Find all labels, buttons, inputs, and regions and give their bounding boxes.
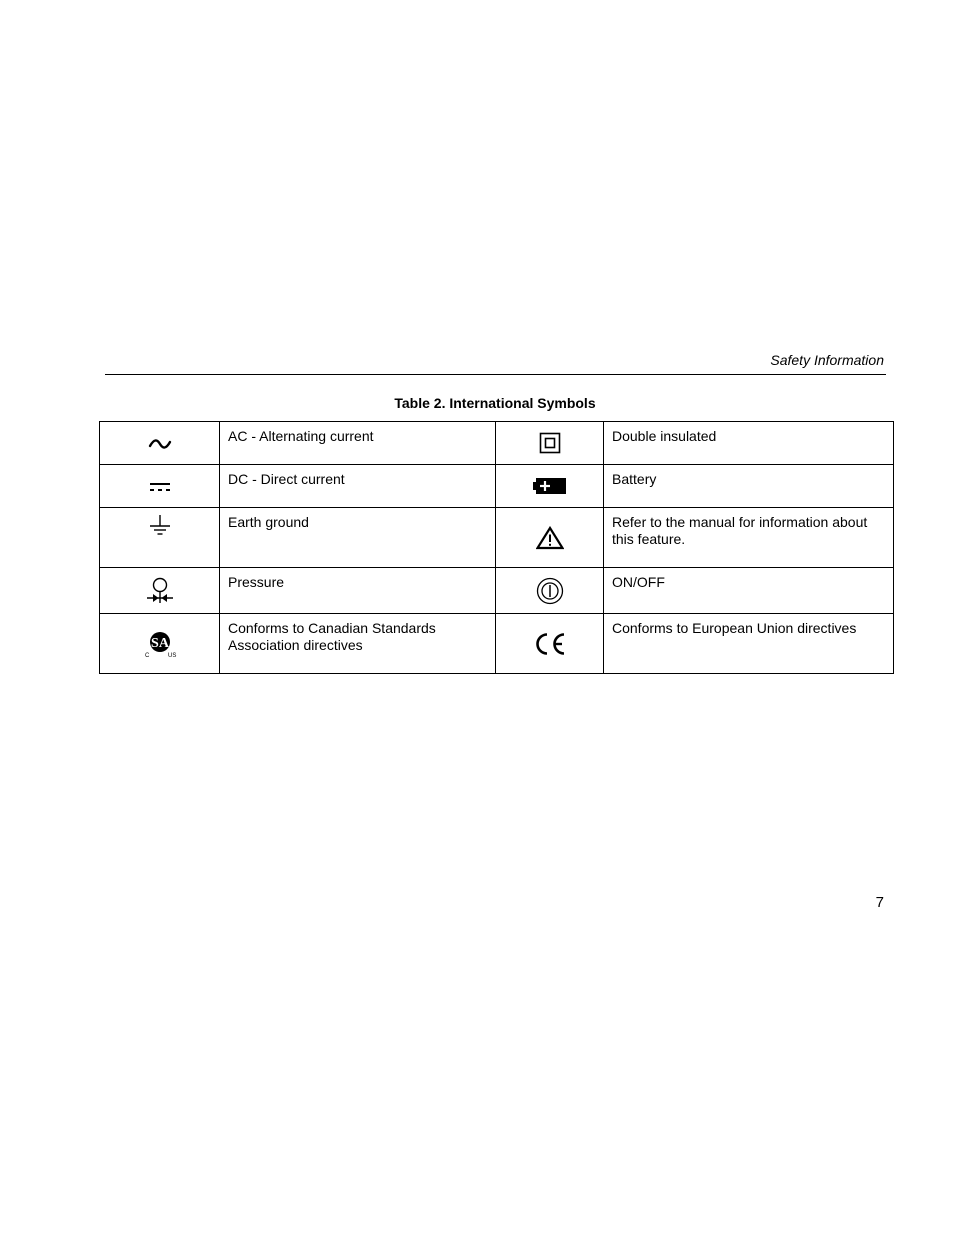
csa-mark-icon — [141, 629, 179, 659]
description-cell: Pressure — [220, 568, 496, 614]
double-insulated-icon — [539, 432, 561, 454]
symbol-cell — [100, 422, 220, 465]
warning-triangle-icon — [536, 526, 564, 550]
symbol-cell — [496, 614, 604, 674]
description-cell: Conforms to European Union directives — [604, 614, 894, 674]
csa-c-label: C — [144, 652, 149, 659]
svg-text:SA: SA — [150, 635, 169, 651]
ac-sine-icon — [148, 438, 172, 450]
ce-mark-icon — [533, 631, 567, 657]
symbol-cell — [496, 508, 604, 568]
table-row — [100, 568, 894, 614]
battery-icon — [533, 477, 567, 495]
table-caption: Table 2. International Symbols — [394, 395, 596, 411]
symbol-cell — [100, 465, 220, 508]
earth-ground-icon — [149, 514, 171, 536]
description-cell: Battery — [604, 465, 894, 508]
description-cell: DC - Direct current — [220, 465, 496, 508]
page-number: 7 — [875, 894, 884, 911]
description-cell: Double insulated — [604, 422, 894, 465]
symbol-cell — [496, 465, 604, 508]
description-cell: ON/OFF — [604, 568, 894, 614]
pressure-icon — [145, 577, 175, 605]
power-on-off-icon — [536, 577, 564, 605]
symbols-table — [99, 421, 894, 674]
symbol-cell — [100, 508, 220, 568]
symbol-cell — [496, 422, 604, 465]
description-cell: AC - Alternating current — [220, 422, 496, 465]
symbol-cell — [100, 614, 220, 674]
csa-us-label: US — [167, 652, 176, 659]
symbol-cell — [496, 568, 604, 614]
table-row — [100, 614, 894, 674]
table-row — [100, 508, 894, 568]
dc-current-icon — [148, 481, 172, 493]
table-row — [100, 422, 894, 465]
description-cell: Conforms to Canadian Standards Association directives — [220, 614, 496, 674]
header-rule — [105, 374, 886, 375]
table-row — [100, 465, 894, 508]
description-cell: Refer to the manual for information about this feature. — [604, 508, 894, 568]
running-header: Safety Information — [770, 352, 884, 368]
symbol-cell — [100, 568, 220, 614]
description-cell: Earth ground — [220, 508, 496, 568]
